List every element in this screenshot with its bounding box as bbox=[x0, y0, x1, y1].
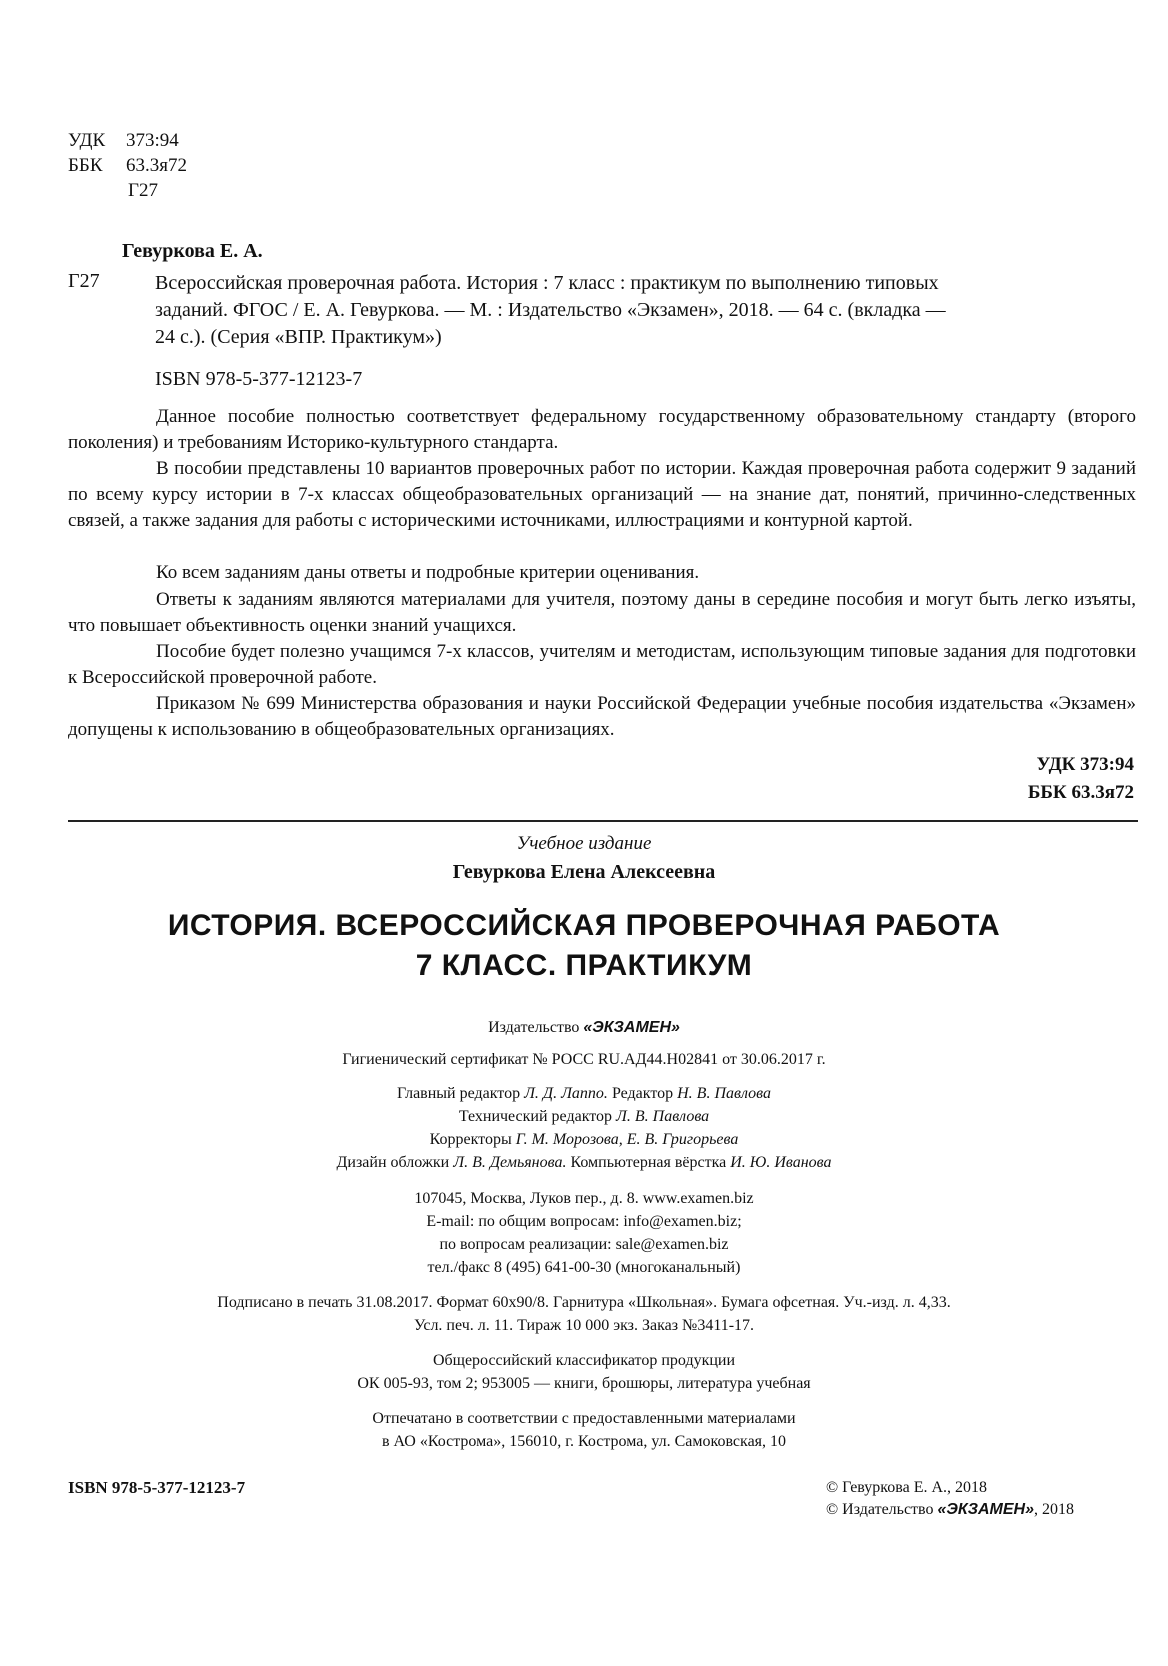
book-title bbox=[0, 906, 1168, 986]
publisher-name: «ЭКЗАМЕН» bbox=[583, 1019, 680, 1036]
isbn-bottom: ISBN 978-5-377-12123-7 bbox=[68, 1478, 246, 1497]
address-line: 107045, Москва, Луков пер., д. 8. www.examen.biz bbox=[414, 1190, 754, 1207]
author-sign-row bbox=[68, 178, 187, 203]
author-heading: Гевуркова Е. А. bbox=[122, 240, 263, 262]
design-line bbox=[0, 1152, 1168, 1174]
author-full-name: Гевуркова Елена Алексеевна bbox=[452, 861, 716, 883]
annotation-paragraph: Данное пособие полностью соответствует федеральному государственному образовательному стандарту (второго поколения) и требованиям Историко-культурного стандарта. bbox=[68, 406, 1136, 453]
bbk-row bbox=[68, 153, 187, 178]
copyright-publisher-prefix: © Издательство bbox=[826, 1501, 934, 1518]
copyright-publisher-year: , 2018 bbox=[1034, 1501, 1075, 1518]
biblio-line-2: заданий. ФГОС / Е. А. Гевуркова. — М. : Издательство «Экзамен», 2018. — 64 с. (вкладка — bbox=[155, 299, 946, 321]
biblio-description bbox=[155, 270, 1135, 351]
classification-block bbox=[68, 128, 187, 203]
editor: Н. В. Павлова bbox=[677, 1085, 771, 1102]
udk-right: УДК 373:94 bbox=[1036, 754, 1134, 775]
classifier-line-2: ОК 005-93, том 2; 953005 — книги, брошюры, литература учебная bbox=[357, 1375, 811, 1392]
editors-line bbox=[0, 1083, 1168, 1105]
phone-line: тел./факс 8 (495) 641-00-30 (многоканальный) bbox=[427, 1259, 741, 1276]
tech-editor: Л. В. Павлова bbox=[616, 1108, 710, 1125]
chief-editor-label: Главный редактор bbox=[397, 1085, 521, 1102]
correctors-label: Корректоры bbox=[429, 1131, 512, 1148]
udk-value: 373:94 bbox=[126, 130, 179, 151]
annotation-paragraph: В пособии представлены 10 вариантов проверочных работ по истории. Каждая проверочная работа содержит 9 заданий по всему курсу истории в 7-х классах общеобразовательных организаций — на знание дат, понятий, причинно-следственных связей, а также задания для работы с историческими источниками, иллюстрациями и контурной картой. bbox=[68, 458, 1136, 531]
annotation-paragraph: Пособие будет полезно учащимся 7-х классов, учителям и методистам, использующим типовые задания для подготовки к Всероссийской проверочной работе. bbox=[68, 641, 1136, 688]
publisher-line bbox=[0, 1017, 1168, 1039]
biblio-line-1: Всероссийская проверочная работа. История : 7 класс : практикум по выполнению типовых bbox=[155, 272, 939, 294]
book-title-line-1: ИСТОРИЯ. ВСЕРОССИЙСКАЯ ПРОВЕРОЧНАЯ РАБОТА bbox=[167, 909, 1001, 942]
chief-editor: Л. Д. Лаппо. bbox=[524, 1085, 608, 1102]
classifier-line-1: Общероссийский классификатор продукции bbox=[432, 1352, 736, 1369]
annotation-paragraph: Ответы к заданиям являются материалами для учителя, поэтому даны в середине пособия и могут быть легко изъяты, что повышает объективность оценки знаний учащихся. bbox=[68, 589, 1136, 636]
book-title-line-2: 7 КЛАСС. ПРАКТИКУМ bbox=[415, 949, 753, 982]
correctors-line bbox=[0, 1129, 1168, 1151]
correctors: Г. М. Морозова, Е. В. Григорьева bbox=[515, 1131, 739, 1148]
bbk-label: ББК bbox=[68, 155, 103, 176]
publisher-prefix: Издательство bbox=[488, 1019, 580, 1036]
tech-editor-line bbox=[0, 1106, 1168, 1128]
bbk-right: ББК 63.3я72 bbox=[1027, 782, 1134, 803]
editor-label: Редактор bbox=[611, 1085, 674, 1102]
biblio-line-3: 24 с.). (Серия «ВПР. Практикум») bbox=[155, 326, 442, 348]
cover-designer: Л. В. Демьянова. bbox=[453, 1154, 567, 1171]
print-info-line-2: Усл. печ. л. 11. Тираж 10 000 экз. Заказ №3411-17. bbox=[413, 1317, 755, 1334]
annotation-paragraph: Ко всем заданиям даны ответы и подробные критерии оценивания. bbox=[156, 562, 700, 583]
cover-label: Дизайн обложки bbox=[336, 1154, 450, 1171]
isbn-top: ISBN 978-5-377-12123-7 bbox=[155, 368, 363, 390]
udk-row bbox=[68, 128, 187, 153]
hygiene-certificate: Гигиенический сертификат № РОСС RU.АД44.Н02841 от 30.06.2017 г. bbox=[342, 1051, 826, 1068]
email-line-1: E-mail: по общим вопросам: info@examen.biz; bbox=[426, 1213, 742, 1230]
copyright-publisher bbox=[826, 1499, 1074, 1521]
annotation-paragraph: Приказом № 699 Министерства образования и науки Российской Федерации учебные пособия издательства «Экзамен» допущены к использованию в общеобразовательных организациях. bbox=[68, 693, 1136, 740]
printed-line-2: в АО «Кострома», 156010, г. Кострома, ул. Самоковская, 10 bbox=[381, 1433, 787, 1450]
biblio-sign: Г27 bbox=[68, 270, 100, 292]
udk-label: УДК bbox=[68, 130, 106, 151]
tech-editor-label: Технический редактор bbox=[458, 1108, 613, 1125]
layout-label: Компьютерная вёрстка bbox=[570, 1154, 727, 1171]
bbk-value: 63.3я72 bbox=[126, 155, 187, 176]
author-sign: Г27 bbox=[128, 180, 158, 201]
layout-designer: И. Ю. Иванова bbox=[730, 1154, 832, 1171]
copyright-publisher-name: «ЭКЗАМЕН» bbox=[937, 1501, 1035, 1518]
edition-type: Учебное издание bbox=[516, 833, 652, 854]
copyright-author: © Гевуркова Е. А., 2018 bbox=[826, 1479, 988, 1496]
udk-right-block bbox=[1028, 751, 1134, 807]
print-info-line-1: Подписано в печать 31.08.2017. Формат 60х90/8. Гарнитура «Школьная». Бумага офсетная. Уч.-изд. л. 4,33. bbox=[217, 1294, 951, 1311]
printed-line-1: Отпечатано в соответствии с предоставленными материалами bbox=[372, 1410, 796, 1427]
email-line-2: по вопросам реализации: sale@examen.biz bbox=[439, 1236, 729, 1253]
copyright-block bbox=[826, 1477, 1074, 1521]
divider bbox=[68, 820, 1138, 822]
